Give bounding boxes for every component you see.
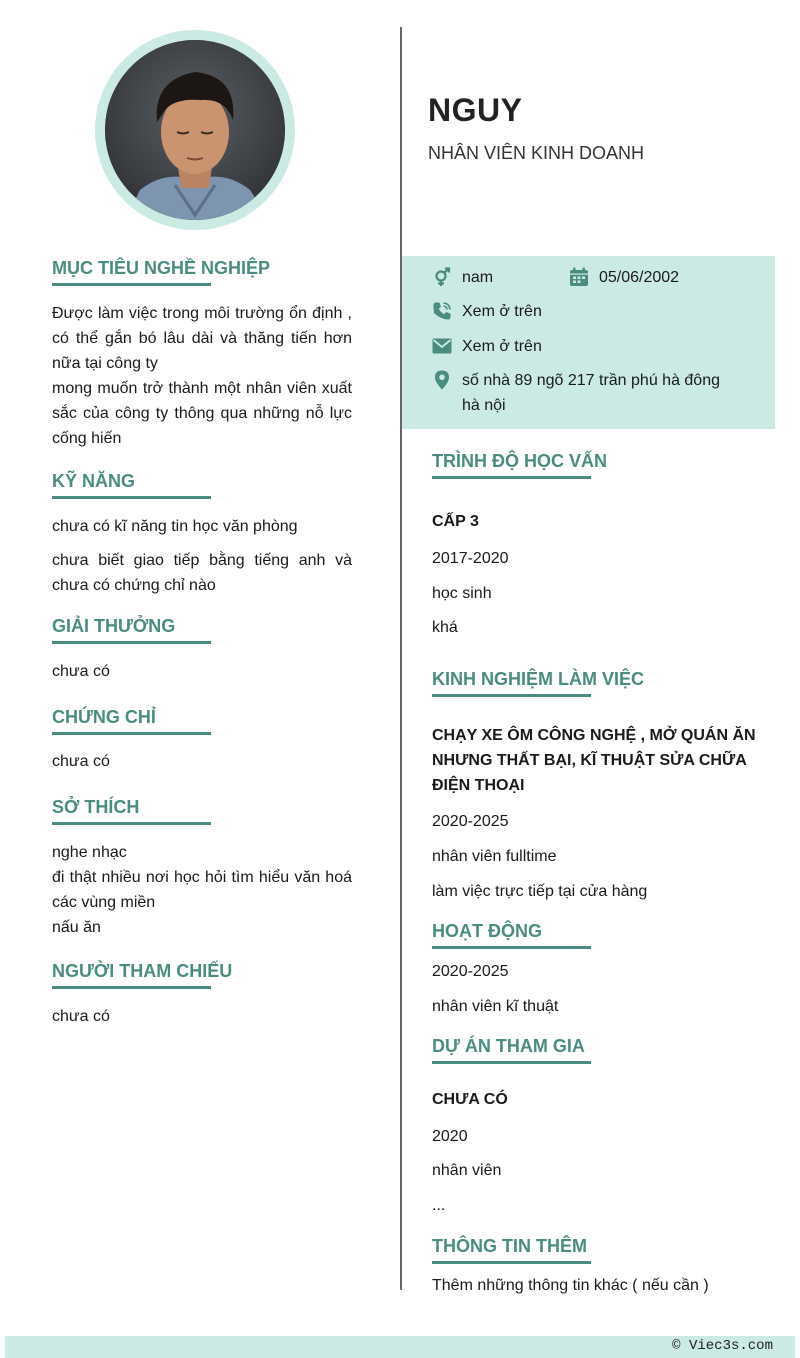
avatar (105, 40, 285, 220)
hobbies-section (52, 797, 352, 940)
section-underline (52, 732, 211, 735)
section-title: GIẢI THƯỞNG (52, 616, 176, 636)
gender-icon (432, 267, 452, 287)
education-major: học sinh (432, 585, 492, 602)
phone-icon (432, 301, 452, 321)
mail-icon (432, 336, 452, 356)
section-title: HOẠT ĐỘNG (432, 921, 542, 941)
birthday-row (569, 265, 679, 290)
extra-info-text: Thêm những thông tin khác ( nếu cần ) (432, 1277, 709, 1294)
project-year: 2020 (432, 1128, 468, 1145)
section-title: DỰ ÁN THAM GIA (432, 1036, 585, 1056)
phone-row (432, 299, 542, 324)
calendar-icon (569, 267, 589, 287)
avatar-frame (95, 30, 295, 230)
section-title: SỞ THÍCH (52, 797, 140, 817)
awards-section (52, 616, 352, 684)
section-title: KINH NGHIỆM LÀM VIỆC (432, 669, 645, 689)
section-underline (52, 986, 211, 989)
project-description: ... (432, 1197, 446, 1214)
address-line: số nhà 89 ngõ 217 trần phú hà đông (462, 372, 720, 389)
extra-info-section (432, 1236, 762, 1264)
experience-company: CHẠY XE ÔM CÔNG NGHỆ , MỞ QUÁN ĂN NHƯNG THẤT BẠI, KĨ THUẬT SỬA CHỮA ĐIỆN THOẠI (432, 727, 756, 794)
references-text: chưa có (52, 1008, 110, 1025)
hobby-item: nấu ăn (52, 919, 101, 936)
section-title: KỸ NĂNG (52, 471, 136, 491)
address-line: hà nội (462, 397, 506, 414)
experience-section (432, 669, 762, 697)
profile-job-title: NHÂN VIÊN KINH DOANH (428, 143, 645, 163)
references-section (52, 961, 352, 1029)
projects-section (432, 1036, 762, 1064)
section-underline (52, 822, 211, 825)
column-divider (400, 27, 402, 1290)
section-underline (432, 1261, 591, 1264)
objective-text-2: mong muốn trở thành một nhân viên xuất sắc của công ty thông qua những nỗ lực cống hiến (52, 380, 352, 447)
education-school: CẤP 3 (432, 513, 479, 530)
section-underline (52, 641, 211, 644)
section-underline (432, 1061, 591, 1064)
email-row (432, 334, 542, 359)
experience-period: 2020-2025 (432, 813, 509, 830)
experience-description: làm việc trực tiếp tại cửa hàng (432, 883, 648, 900)
education-period: 2017-2020 (432, 550, 509, 567)
birthday-value: 05/06/2002 (599, 269, 680, 286)
gender-row (432, 265, 493, 290)
section-underline (432, 694, 591, 697)
profile-name: NGUY (428, 92, 523, 128)
skills-section (52, 471, 352, 598)
footer-bar (5, 1336, 795, 1358)
address-row (432, 368, 720, 418)
experience-position: nhân viên fulltime (432, 848, 557, 865)
section-underline (52, 496, 211, 499)
objective-section (52, 258, 352, 451)
skill-item: chưa biết giao tiếp bằng tiếng anh và chưa có chứng chỉ nào (52, 552, 352, 594)
contact-panel (402, 256, 775, 429)
section-title: TRÌNH ĐỘ HỌC VẤN (432, 451, 607, 471)
awards-text: chưa có (52, 663, 110, 680)
section-title: CHỨNG CHỈ (52, 707, 156, 727)
gender-value: nam (462, 269, 494, 286)
email-value: Xem ở trên (462, 338, 542, 355)
location-pin-icon (432, 370, 452, 390)
skill-item: chưa có kĩ năng tin học văn phòng (52, 518, 298, 535)
hobby-item: đi thật nhiều nơi học hỏi tìm hiểu văn hoá các vùng miền (52, 869, 352, 911)
project-role: nhân viên (432, 1162, 502, 1179)
footer-credit[interactable]: © Viec3s.com (672, 1338, 773, 1354)
activities-role: nhân viên kĩ thuật (432, 998, 559, 1015)
education-section (432, 451, 762, 479)
section-underline (432, 946, 591, 949)
section-title: NGƯỜI THAM CHIẾU (52, 961, 233, 981)
certificates-section (52, 707, 352, 774)
project-name: CHƯA CÓ (432, 1091, 508, 1108)
education-grade: khá (432, 619, 458, 636)
activities-period: 2020-2025 (432, 963, 509, 980)
certificates-text: chưa có (52, 753, 110, 770)
section-underline (52, 283, 211, 286)
hobby-item: nghe nhạc (52, 844, 127, 861)
activities-section (432, 921, 762, 949)
phone-value: Xem ở trên (462, 303, 542, 320)
section-title: THÔNG TIN THÊM (432, 1236, 587, 1256)
objective-text-1: Được làm việc trong môi trường ổn định , có thể gắn bó lâu dài và thăng tiến hơn nữa tại công ty (52, 305, 352, 372)
section-title: MỤC TIÊU NGHỀ NGHIỆP (52, 258, 271, 278)
section-underline (432, 476, 591, 479)
